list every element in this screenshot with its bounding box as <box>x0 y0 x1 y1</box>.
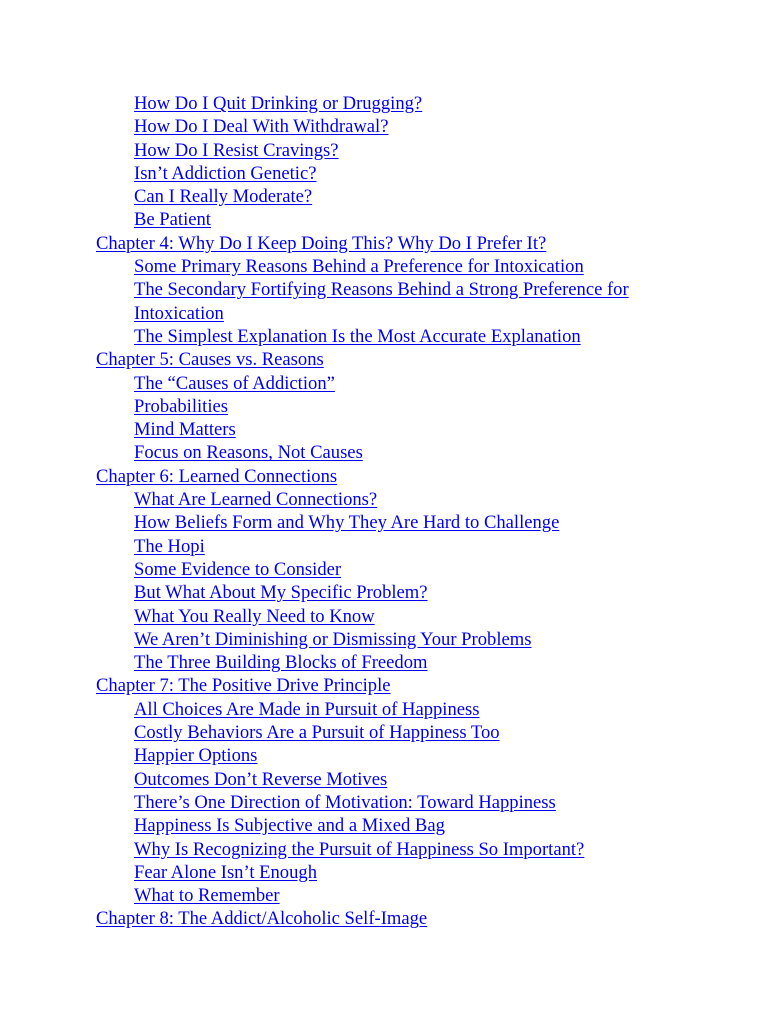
toc-chapter-link[interactable]: Chapter 4: Why Do I Keep Doing This? Why Do I Prefer It? <box>96 232 547 254</box>
toc-chapter-link[interactable]: Chapter 8: The Addict/Alcoholic Self-Image <box>96 908 428 930</box>
toc-section-link[interactable]: How Do I Quit Drinking or Drugging? <box>134 93 423 114</box>
toc-section-link[interactable]: Mind Matters <box>134 419 236 441</box>
toc-section-link[interactable]: Why Is Recognizing the Pursuit of Happiness So Important? <box>134 838 585 860</box>
toc-section-link[interactable]: What You Really Need to Know <box>134 605 375 627</box>
toc-section-link[interactable]: What to Remember <box>134 885 280 907</box>
toc-section-link[interactable]: Some Primary Reasons Behind a Preference for Intoxication <box>134 256 584 278</box>
toc-chapter-link[interactable]: Chapter 7: The Positive Drive Principle <box>96 675 391 697</box>
toc-chapter-link[interactable]: Chapter 6: Learned Connections <box>96 465 338 487</box>
toc-section-link[interactable]: The Simplest Explanation Is the Most Accurate Explanation <box>134 325 581 347</box>
toc-section-link[interactable]: Some Evidence to Consider <box>134 558 342 580</box>
toc-chapter-link[interactable]: Chapter 5: Causes vs. Reasons <box>96 349 324 371</box>
toc-section-link[interactable]: We Aren’t Diminishing or Dismissing Your Problems <box>134 628 532 650</box>
toc-section-link[interactable]: Can I Really Moderate? <box>134 186 313 208</box>
toc-section-link[interactable]: How Beliefs Form and Why They Are Hard to Challenge <box>134 512 560 534</box>
toc-section-link[interactable]: All Choices Are Made in Pursuit of Happiness <box>134 698 480 720</box>
toc-section-link[interactable]: Fear Alone Isn’t Enough <box>134 861 317 883</box>
toc-section-link[interactable]: The Hopi <box>134 535 205 557</box>
toc-section-link[interactable]: The “Causes of Addiction” <box>134 372 335 394</box>
toc-section-link[interactable]: Costly Behaviors Are a Pursuit of Happiness Too <box>134 722 500 744</box>
toc-section-link[interactable]: Probabilities <box>134 395 228 417</box>
toc-section-link[interactable]: There’s One Direction of Motivation: Toward Happiness <box>134 791 556 813</box>
toc-section-link[interactable]: Focus on Reasons, Not Causes <box>134 442 363 464</box>
toc-section-link[interactable]: Happiness Is Subjective and a Mixed Bag <box>134 815 445 837</box>
toc-section-link[interactable]: How Do I Deal With Withdrawal? <box>134 116 389 138</box>
toc-section-link[interactable]: Isn’t Addiction Genetic? <box>134 162 317 184</box>
toc-section-link[interactable]: Outcomes Don’t Reverse Motives <box>134 768 388 790</box>
toc-section-link[interactable]: The Secondary Fortifying Reasons Behind a Strong Preference for Intoxication <box>134 279 629 324</box>
table-of-contents <box>96 92 656 931</box>
toc-section-link[interactable]: The Three Building Blocks of Freedom <box>134 652 428 674</box>
toc-section-link[interactable]: How Do I Resist Cravings? <box>134 139 339 161</box>
toc-section-link[interactable]: What Are Learned Connections? <box>134 489 378 511</box>
toc-section-link[interactable]: But What About My Specific Problem? <box>134 582 428 604</box>
toc-section-link[interactable]: Happier Options <box>134 745 258 767</box>
toc-section-link[interactable]: Be Patient <box>134 209 211 231</box>
